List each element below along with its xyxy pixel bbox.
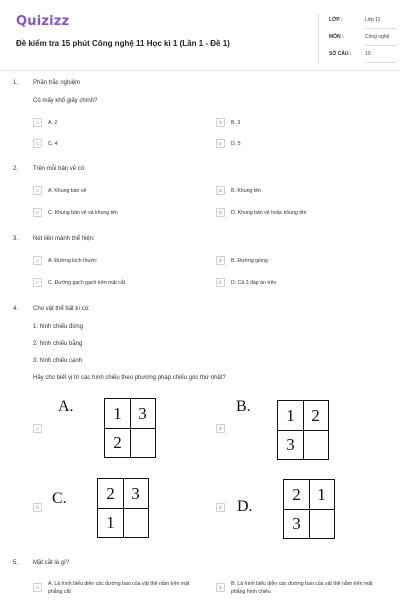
meta-divider <box>365 62 397 63</box>
question-text: Trên mỗi bản vẽ có: <box>33 166 86 172</box>
option-letter-box: A <box>33 424 42 433</box>
question-text: Cho vật thể bất kì có: <box>33 306 90 312</box>
projection-cell: 2 <box>311 406 320 425</box>
option-letter-box: B <box>216 583 225 592</box>
option-text: C. Đường gạch gạch trên mặt cắt <box>48 279 126 286</box>
meta-subject-label: MÔN : <box>329 34 344 40</box>
option-text: D. Cả 3 đáp án trên <box>231 279 277 286</box>
option-text: A. Là hình biểu diễn các đường bao của vật thể nằm trên mặt phẳng cắt <box>48 581 190 595</box>
projection-cell: 3 <box>286 435 295 454</box>
meta-subject-row <box>319 31 400 47</box>
option-letter-box: B <box>216 186 225 195</box>
option-text: D. 5 <box>231 140 241 147</box>
meta-class-label: LỚP : <box>329 17 343 23</box>
meta-divider <box>365 28 397 29</box>
projection-cell: 2 <box>292 485 301 504</box>
projection-cell: 1 <box>286 406 295 425</box>
option-letter-box: C <box>33 208 42 217</box>
question-number: 2. <box>13 166 19 172</box>
option-letter-box: B <box>216 118 225 127</box>
option-letter-box: B <box>216 424 225 433</box>
quizizz-logo: Quizizz <box>16 14 70 29</box>
meta-class-value: Lớp 11 <box>365 17 381 23</box>
projection-cell: 1 <box>317 485 326 504</box>
question-number: 4. <box>13 306 19 312</box>
option-letter-box: A <box>33 583 42 592</box>
option-text: A. Đường kích thước <box>48 257 97 264</box>
projection-cell: 1 <box>106 513 115 532</box>
option-text: B. 3 <box>231 119 241 126</box>
projection-figure <box>283 479 335 539</box>
projection-cell: 2 <box>113 433 122 452</box>
projection-cell <box>309 509 334 538</box>
option-letter-box: A <box>33 256 42 265</box>
meta-count-row <box>319 48 400 64</box>
question-section-label: Phần trắc nghiệm <box>33 80 81 86</box>
option-figure-label: D. <box>237 498 253 515</box>
option-text: C. 4 <box>48 140 58 147</box>
question-number: 5. <box>13 560 19 566</box>
meta-subject-value: Công nghệ <box>365 34 390 40</box>
option-text: D. Khung bản vẽ hoặc khung tên <box>231 209 307 216</box>
projection-cell: 3 <box>138 404 147 423</box>
projection-cell: 2 <box>106 484 115 503</box>
question-text: Hãy cho biết vị trí các hình chiếu theo phương pháp chiếu góc thứ nhất? <box>33 375 226 381</box>
option-text: A. Khung bản vẽ <box>48 187 87 194</box>
worksheet-title: Đề kiểm tra 15 phút Công nghệ 11 Học kì 1 (Lần 1 - Đề 1) <box>16 39 230 48</box>
projection-cell <box>123 508 148 537</box>
projection-cell: 3 <box>292 514 301 533</box>
meta-count-label: SỐ CÂU : <box>329 51 352 57</box>
option-letter-box: D <box>216 139 225 148</box>
worksheet-header <box>10 8 390 66</box>
option-text: B. Khung tên <box>231 187 261 194</box>
projection-cell: 3 <box>131 484 140 503</box>
question-text: Mặt cắt là gì? <box>33 560 70 566</box>
projection-figure <box>104 398 156 458</box>
projection-cell <box>130 428 155 457</box>
projection-cell <box>303 430 328 459</box>
projection-figure <box>97 478 149 538</box>
question-number: 1. <box>13 80 19 86</box>
option-letter-box: C <box>33 503 42 512</box>
option-letter-box: D <box>216 208 225 217</box>
option-letter-box: B <box>216 256 225 265</box>
option-text: A. 2 <box>48 119 58 126</box>
option-letter-box: C <box>33 278 42 287</box>
meta-count-value: 10 <box>365 51 371 57</box>
option-letter-box: A <box>33 186 42 195</box>
meta-divider <box>365 45 397 46</box>
header-divider <box>0 70 400 71</box>
option-figure-label: A. <box>58 398 74 415</box>
option-text: C. Khung bản vẽ và khung tên <box>48 209 118 216</box>
option-figure-label: C. <box>52 490 67 507</box>
question-text: 1: hình chiếu đứng <box>33 324 84 330</box>
option-text: B. Đường gióng <box>231 257 268 264</box>
option-letter-box: C <box>33 139 42 148</box>
option-letter-box: D <box>216 278 225 287</box>
meta-class-row <box>319 14 400 30</box>
projection-figure <box>277 400 329 460</box>
question-text: 2: hình chiếu bằng <box>33 341 83 347</box>
option-letter-box: A <box>33 118 42 127</box>
option-figure-label: B. <box>236 398 251 415</box>
option-text: B. Là hình biểu diễn các đường bao của vật thể nằm trên mặt phẳng hình chiếu <box>231 581 373 595</box>
question-text: Nét liền mảnh thể hiện: <box>33 236 95 242</box>
worksheet-meta <box>318 14 400 64</box>
option-letter-box: D <box>216 503 225 512</box>
question-text: 3: hình chiếu cạnh <box>33 358 83 364</box>
projection-cell: 1 <box>113 404 122 423</box>
question-number: 3. <box>13 236 19 242</box>
question-text: Có mấy khổ giấy chính? <box>33 98 98 104</box>
